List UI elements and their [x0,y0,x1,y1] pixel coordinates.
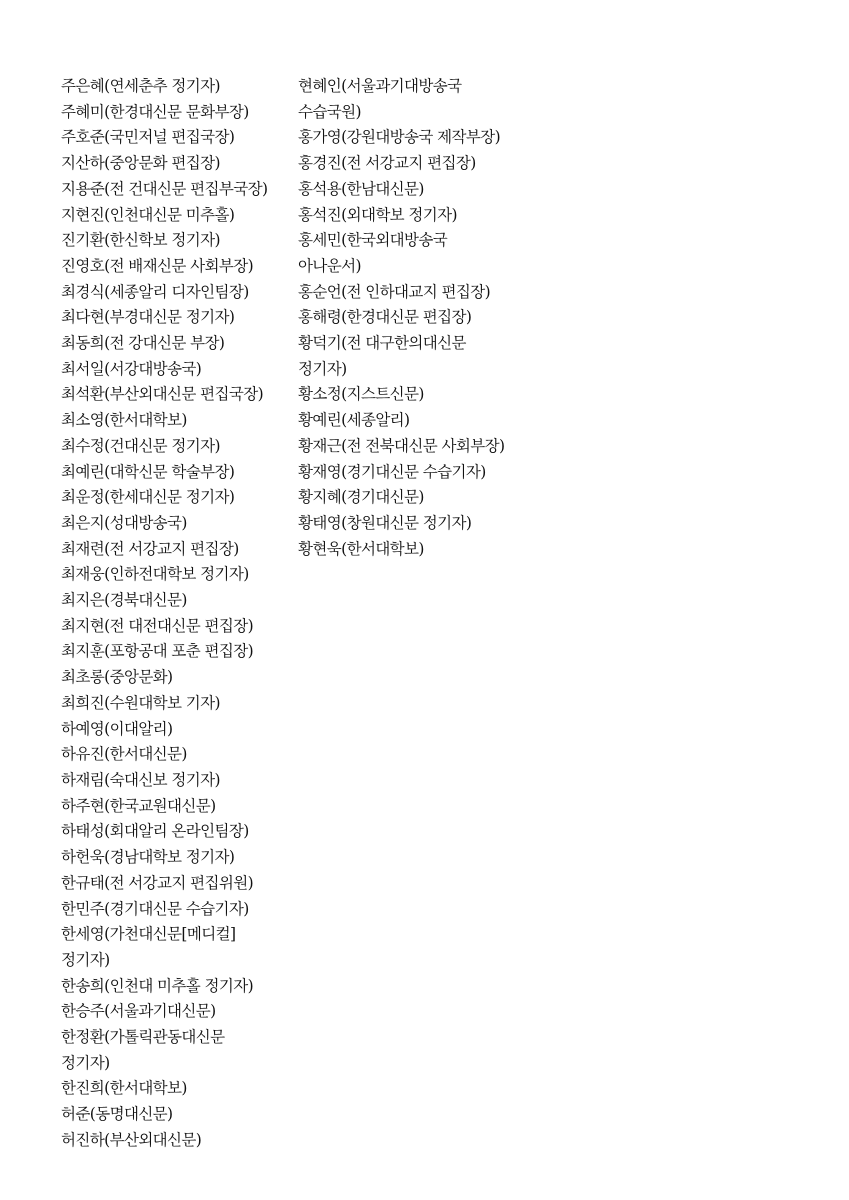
list-item: 홍경진(전 서강교지 편집장) [298,154,476,173]
list-item: 홍가영(강원대방송국 제작부장) [298,128,501,147]
list-item: 지현진(인천대신문 미추홀) [61,205,235,224]
name-list-right-column [298,74,512,562]
list-item: 최예린(대학신문 학술부장) [61,462,235,481]
list-item: 최동희(전 강대신문 부장) [61,334,225,353]
list-item: 최서일(서강대방송국) [61,359,202,378]
list-item: 최희진(수원대학보 기자) [61,693,220,712]
list-item: 하헌욱(경남대학보 정기자) [61,848,235,867]
list-item: 최다현(부경대신문 정기자) [61,308,235,327]
list-item: 지용준(전 건대신문 편집부국장) [61,179,268,198]
list-item: 한승주(서울과기대신문) [61,1002,216,1021]
list-item: 한민주(경기대신문 수습기자) [61,899,249,918]
list-item: 주혜미(한경대신문 문화부장) [61,102,249,121]
list-item: 허진하(부산외대신문) [61,1130,202,1149]
list-item: 하재림(숙대신보 정기자) [61,770,220,789]
list-item: 황예린(세종알리) [298,411,410,430]
list-item: 하유진(한서대신문) [61,745,187,764]
list-item: 최재웅(인하전대학보 정기자) [61,565,249,584]
list-item: 홍석진(외대학보 정기자) [298,205,457,224]
list-item: 한정환(가톨릭관동대신문 정기자) [61,1028,225,1072]
list-item: 최운정(한세대신문 정기자) [61,488,235,507]
list-item: 진영호(전 배재신문 사회부장) [61,256,254,275]
list-item: 하태성(회대알리 온라인팀장) [61,822,249,841]
list-item: 최은지(성대방송국) [61,513,187,532]
list-item: 황현욱(한서대학보) [298,539,424,558]
list-item: 황재근(전 전북대신문 사회부장) [298,436,505,455]
list-item: 하주현(한국교원대신문) [61,796,216,815]
list-item: 진기환(한신학보 정기자) [61,231,220,250]
list-item: 한규태(전 서강교지 편집위원) [61,873,254,892]
list-item: 최초롱(중앙문화) [61,668,173,687]
list-item: 최지현(전 대전대신문 편집장) [61,616,254,635]
name-list-left-column [61,74,273,1154]
list-item: 최경식(세종알리 디자인팀장) [61,282,249,301]
list-item: 한송희(인천대 미추홀 정기자) [61,976,254,995]
list-item: 하예영(이대알리) [61,719,173,738]
list-item: 홍순언(전 인하대교지 편집장) [298,282,491,301]
list-item: 지산하(중앙문화 편집장) [61,154,220,173]
list-item: 현혜인(서울과기대방송국 수습국원) [298,77,462,121]
list-item: 황소정(지스트신문) [298,385,424,404]
list-item: 최소영(한서대학보) [61,411,187,430]
list-item: 황지혜(경기대신문) [298,488,424,507]
list-item: 최지훈(포항공대 포춘 편집장) [61,642,254,661]
list-item: 황덕기(전 대구한의대신문 정기자) [298,334,466,378]
list-item: 한세영(가천대신문[메디컬] 정기자) [61,925,236,969]
list-item: 최수정(건대신문 정기자) [61,436,220,455]
list-item: 최지은(경북대신문) [61,591,187,610]
list-item: 한진희(한서대학보) [61,1079,187,1098]
list-item: 주호준(국민저널 편집국장) [61,128,235,147]
list-item: 최석환(부산외대신문 편집국장) [61,385,264,404]
list-item: 황재영(경기대신문 수습기자) [298,462,486,481]
list-item: 홍석용(한남대신문) [298,179,424,198]
list-item: 주은혜(연세춘추 정기자) [61,77,220,95]
list-item: 허준(동명대신문) [61,1105,173,1124]
list-item: 최재련(전 서강교지 편집장) [61,539,239,558]
list-item: 황태영(창원대신문 정기자) [298,513,472,532]
list-item: 홍세민(한국외대방송국 아나운서) [298,231,448,275]
list-item: 홍해령(한경대신문 편집장) [298,308,472,327]
